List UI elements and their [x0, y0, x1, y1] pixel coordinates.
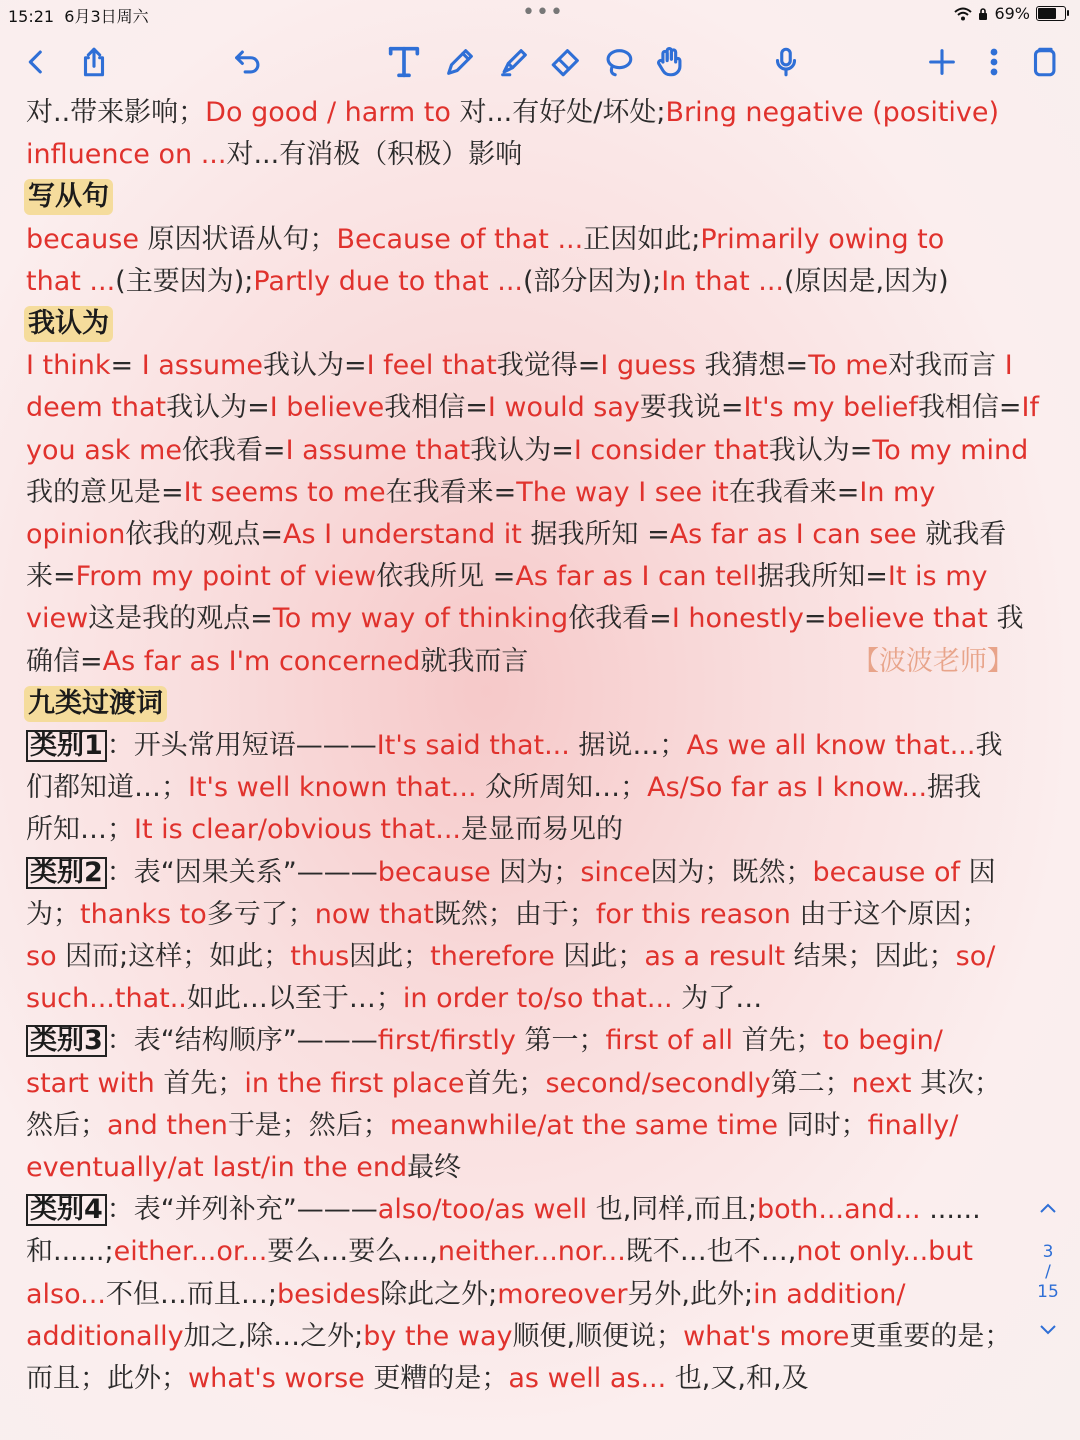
- status-bar: [0, 0, 1080, 30]
- category-box: 类别3: [26, 1025, 107, 1057]
- status-time: 15:21 6月3日周六: [8, 7, 149, 26]
- lasso-icon[interactable]: [596, 40, 640, 84]
- chevron-down-icon[interactable]: [1030, 1322, 1066, 1350]
- text-line: 而且；此外；what's worse 更糟的是；as well as... 也,又,和,及: [26, 1363, 809, 1395]
- chevron-up-icon[interactable]: [1030, 1200, 1066, 1228]
- text-line: opinion依我的观点=As I understand it 据我所知 =As far as I can see 就我看: [26, 519, 1007, 551]
- highlighter-icon[interactable]: [492, 40, 536, 84]
- note-content[interactable]: [26, 92, 1051, 1400]
- page-current: 3: [1042, 1242, 1054, 1262]
- text-line: 我的意见是=It seems to me在我看来=The way I see it在我看来=In my: [26, 476, 936, 508]
- text-line: influence on ...对...有消极（积极）影响: [26, 139, 523, 171]
- add-icon[interactable]: [920, 40, 964, 84]
- wifi-icon: [954, 7, 972, 21]
- text-line: I think= I assume我认为=I feel that我觉得=I guess 我猜想=To me对我而言 I: [26, 350, 1013, 382]
- text-line: start with 首先；in the first place首先；second/secondly第二；next 其次；: [26, 1067, 1002, 1099]
- text-line: 类别2 ：表“因果关系”———because 因为；since因为；既然；because of 因: [26, 852, 1051, 894]
- text-line: because 原因状语从句；Because of that ...正因如此;Primarily owing to: [26, 223, 945, 255]
- text-line: 所知…；It is clear/obvious that...是显而易见的: [26, 814, 623, 846]
- text-line: 类别4 ：表“并列补充”———also/too/as well 也,同样,而且;both...and... ......: [26, 1189, 1051, 1231]
- text-line: 们都知道…；It's well known that... 众所周知…；As/So far as I know...据我: [26, 772, 982, 804]
- text-line: so 因而;这样；如此；thus因此；therefore 因此；as a result 结果；因此；so/: [26, 941, 996, 973]
- text-line: you ask me依我看=I assume that我认为=I consider that我认为=To my mind: [26, 434, 1029, 466]
- category-box: 类别1: [26, 730, 107, 762]
- text-tool-icon[interactable]: [382, 40, 426, 84]
- undo-icon[interactable]: [226, 40, 270, 84]
- eraser-icon[interactable]: [544, 40, 588, 84]
- share-icon[interactable]: [72, 40, 116, 84]
- text-line: 然后；and then于是；然后；meanwhile/at the same time 同时；finally/: [26, 1109, 959, 1141]
- text-line: also...不但…而且…;besides除此之外;moreover另外,此外;in addition/: [26, 1278, 906, 1310]
- text-line: view这是我的观点=To my way of thinking依我看=I honestly=believe that 我: [26, 603, 1024, 635]
- watermark: 【波波老师】: [852, 645, 1014, 677]
- text-line: 对..带来影响；Do good / harm to 对...有好处/坏处;Bring negative (positive): [26, 97, 1000, 128]
- page-total: 15: [1037, 1282, 1059, 1302]
- text-line: that ...(主要因为);Partly due to that ...(部分因为);In that ...(原因是,因为): [26, 265, 949, 297]
- pen-icon[interactable]: [438, 40, 482, 84]
- text-line: 来=From my point of view依我所见 =As far as I can tell据我所知=It is my: [26, 561, 988, 593]
- text-line: eventually/at last/in the end最终: [26, 1152, 462, 1184]
- section-heading: [26, 303, 1051, 345]
- battery-percent: 69%: [994, 4, 1030, 23]
- category-box: 类别2: [26, 857, 107, 889]
- section-heading: [26, 683, 1051, 725]
- page-indicator: [1030, 1200, 1066, 1360]
- text-line: 和......;either...or...要么…要么…,neither...nor...既不…也不…,not only...but: [26, 1236, 974, 1268]
- hand-icon[interactable]: [648, 40, 692, 84]
- text-line: 确信=As far as I'm concerned就我而言 【波波老师】: [26, 641, 1051, 683]
- microphone-icon[interactable]: [764, 40, 808, 84]
- text-line: 类别1 ：开头常用短语———It's said that... 据说…；As we all know that...我: [26, 725, 1051, 767]
- lock-icon: [978, 7, 988, 21]
- heading-i-think: 我认为: [24, 306, 113, 342]
- text-line: such...that..如此…以至于…；in order to/so that... 为了…: [26, 983, 763, 1015]
- text-line: deem that我认为=I believe我相信=I would say要我说=It's my belief我相信=If: [26, 392, 1039, 424]
- heading-transitions: 九类过渡词: [24, 686, 167, 722]
- multitasking-dots-icon[interactable]: •••: [522, 0, 564, 25]
- page-separator: /: [1045, 1262, 1051, 1282]
- category-box: 类别4: [26, 1194, 107, 1226]
- pages-icon[interactable]: [1022, 40, 1066, 84]
- text-line: additionally加之,除…之外;by the way顺便,顺便说；what's more更重要的是；: [26, 1320, 1012, 1352]
- status-right: [954, 4, 1066, 23]
- back-icon[interactable]: [14, 40, 58, 84]
- more-icon[interactable]: [972, 40, 1016, 84]
- battery-icon: [1036, 6, 1066, 21]
- heading-write-clause: 写从句: [24, 179, 113, 215]
- toolbar: [0, 36, 1080, 92]
- text-line: 类别3 ：表“结构顺序”———first/firstly 第一；first of all 首先；to begin/: [26, 1020, 1051, 1062]
- section-heading: [26, 176, 1051, 218]
- text-line: 为；thanks to多亏了；now that既然；由于；for this reason 由于这个原因；: [26, 898, 989, 930]
